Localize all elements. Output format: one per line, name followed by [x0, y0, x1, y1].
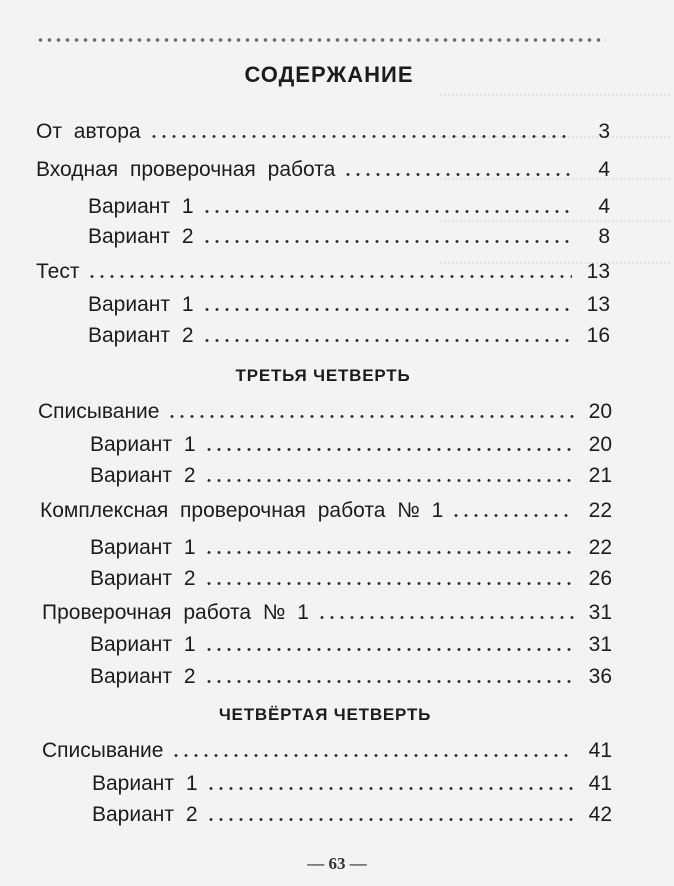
leader-dots — [204, 680, 574, 683]
toc-entry-variant — [92, 762, 612, 794]
section-heading-fourth-quarter: ЧЕТВЁРТАЯ ЧЕТВЕРТЬ — [218, 705, 432, 724]
toc-page: 4 — [598, 195, 610, 218]
leader-dots — [206, 818, 574, 821]
leader-dots — [204, 479, 574, 482]
leader-dots — [202, 240, 572, 243]
top-dotted-rule — [36, 36, 606, 44]
leader-dots — [202, 308, 572, 311]
page-title: СОДЕРЖАНИЕ — [244, 62, 414, 87]
leader-dots — [171, 754, 574, 757]
toc-label: Вариант 2 — [88, 225, 194, 248]
toc-page: 16 — [586, 324, 610, 347]
toc-page: 41 — [588, 739, 612, 762]
toc-label: Вариант 1 — [90, 633, 196, 656]
toc-label: Проверочная работа № 1 — [42, 601, 309, 624]
toc-page: 26 — [588, 567, 612, 590]
toc-page: 8 — [598, 225, 610, 248]
page-number: — 63 — — [307, 854, 367, 873]
toc-label: Вариант 1 — [88, 293, 194, 316]
leader-dots — [149, 135, 572, 138]
toc-page: 22 — [588, 499, 612, 522]
leader-dots — [87, 275, 572, 278]
toc-label: Списывание — [42, 739, 164, 762]
toc-entry-variant — [90, 454, 612, 486]
toc-page: 4 — [598, 158, 610, 181]
toc-entry-variant — [88, 283, 610, 315]
toc-label: Тест — [36, 260, 80, 283]
toc-entry-test — [36, 250, 610, 282]
toc-page: 20 — [588, 433, 612, 456]
leader-dots — [343, 173, 572, 176]
leader-dots — [202, 210, 572, 213]
toc-entry-variant — [92, 793, 612, 825]
toc-label: Вариант 2 — [90, 567, 196, 590]
toc-label: Вариант 2 — [92, 803, 198, 826]
toc-entry-variant — [88, 314, 610, 346]
toc-entry-check-test — [42, 591, 612, 623]
toc-page: 41 — [588, 772, 612, 795]
toc-entry-variant — [88, 215, 610, 247]
toc-label: Вариант 1 — [92, 772, 198, 795]
toc-label: Вариант 2 — [90, 464, 196, 487]
toc-entry-copying — [38, 390, 612, 422]
toc-entry-variant — [90, 623, 612, 655]
toc-label: Вариант 1 — [90, 433, 196, 456]
leader-dots — [204, 582, 574, 585]
toc-page: 13 — [586, 260, 610, 283]
toc-entry-variant — [90, 655, 612, 687]
toc-entry-entry-test — [36, 148, 610, 180]
toc-page: 3 — [598, 120, 610, 143]
section-heading-third-quarter: ТРЕТЬЯ ЧЕТВЕРТЬ — [235, 366, 411, 385]
toc-page: 31 — [588, 633, 612, 656]
toc-entry-author — [36, 110, 610, 142]
toc-entry-copying — [42, 729, 612, 761]
toc-page: 36 — [588, 665, 612, 688]
toc-page: 31 — [588, 601, 612, 624]
toc-entry-complex-test — [40, 489, 612, 521]
leader-dots — [204, 448, 574, 451]
toc-page: 21 — [588, 464, 612, 487]
leader-dots — [202, 339, 572, 342]
toc-page: 42 — [588, 803, 612, 826]
toc-label: Вариант 1 — [88, 195, 194, 218]
toc-entry-variant — [90, 423, 612, 455]
leader-dots — [451, 514, 574, 517]
toc-label: Входная проверочная работа — [36, 158, 336, 181]
leader-dots — [167, 415, 574, 418]
toc-label: Вариант 2 — [88, 324, 194, 347]
toc-page: 13 — [586, 293, 610, 316]
toc-label: Комплексная проверочная работа № 1 — [40, 499, 444, 522]
toc-label: От автора — [36, 120, 141, 143]
leader-dots — [204, 551, 574, 554]
leader-dots — [206, 787, 574, 790]
toc-entry-variant — [88, 185, 610, 217]
toc-label: Списывание — [38, 400, 160, 423]
toc-page: 20 — [588, 400, 612, 423]
toc-label: Вариант 1 — [90, 536, 196, 559]
toc-label: Вариант 2 — [90, 665, 196, 688]
toc-page: 22 — [588, 536, 612, 559]
leader-dots — [317, 616, 574, 619]
leader-dots — [204, 648, 574, 651]
toc-entry-variant — [90, 557, 612, 589]
toc-entry-variant — [90, 526, 612, 558]
